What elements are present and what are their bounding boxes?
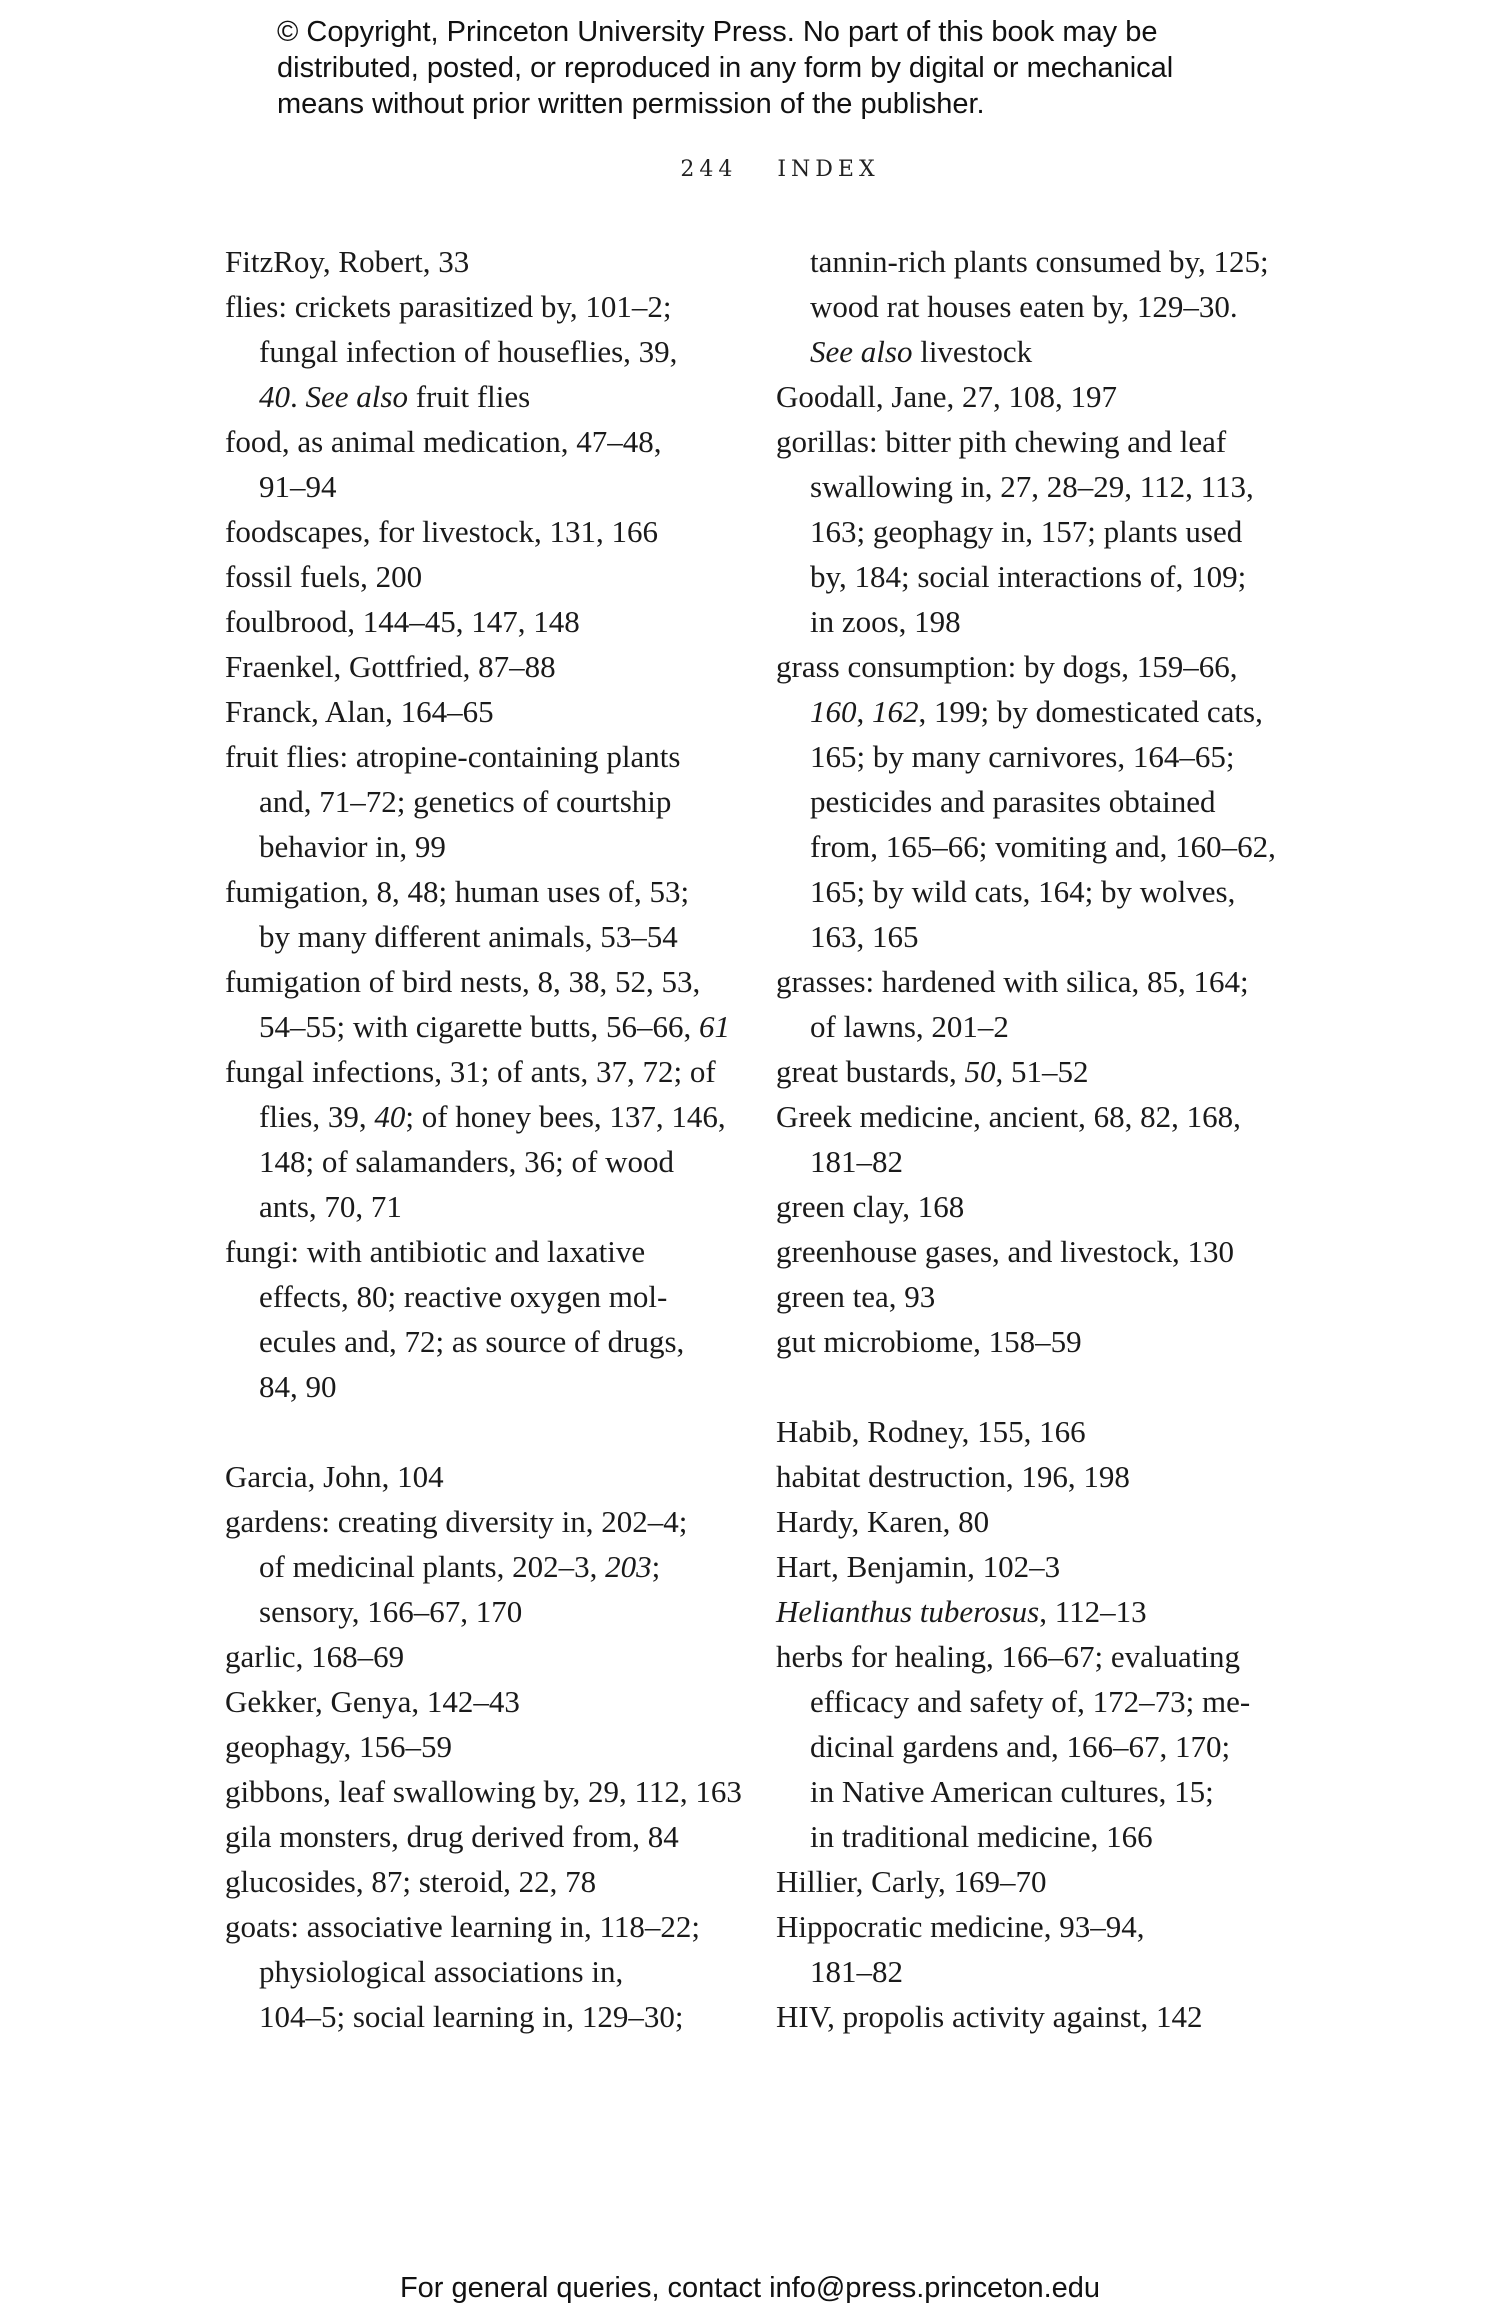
index-entry-continuation: 40. See also fruit flies xyxy=(259,379,531,414)
copyright-notice xyxy=(277,14,1277,122)
index-entry-continuation: 148; of salamanders, 36; of wood xyxy=(259,1144,674,1179)
index-entry-continuation: of lawns, 201–2 xyxy=(810,1009,1009,1044)
index-entry: green clay, 168 xyxy=(776,1189,965,1224)
index-entry-continuation: in traditional medicine, 166 xyxy=(810,1819,1153,1854)
index-entry-continuation: 181–82 xyxy=(810,1144,903,1179)
index-entry-continuation: from, 165–66; vomiting and, 160–62, xyxy=(810,829,1276,864)
index-entry-continuation: See also livestock xyxy=(810,334,1033,369)
index-entry: food, as animal medication, 47–48, xyxy=(225,424,662,459)
index-entry: Habib, Rodney, 155, 166 xyxy=(776,1414,1086,1449)
index-entry-continuation: dicinal gardens and, 166–67, 170; xyxy=(810,1729,1231,1764)
index-entry: fruit flies: atropine-containing plants xyxy=(225,739,681,774)
page-number: 244 xyxy=(680,157,738,182)
index-entry: grasses: hardened with silica, 85, 164; xyxy=(776,964,1249,999)
index-entry-continuation: tannin-rich plants consumed by, 125; xyxy=(810,244,1269,279)
footer-contact: For general queries, contact info@press.princeton.edu xyxy=(399,2272,1101,2304)
running-head xyxy=(0,157,1500,182)
section-title: INDEX xyxy=(777,157,880,182)
index-entry-continuation: in zoos, 198 xyxy=(810,604,961,639)
index-entry-continuation: 160, 162, 199; by domesticated cats, xyxy=(810,694,1263,729)
index-entry-continuation: 163, 165 xyxy=(810,919,919,954)
index-entry-continuation: 163; geophagy in, 157; plants used xyxy=(810,514,1243,549)
index-entry: Hart, Benjamin, 102–3 xyxy=(776,1549,1061,1584)
index-entry: great bustards, 50, 51–52 xyxy=(776,1054,1089,1089)
index-entry-continuation: fungal infection of houseflies, 39, xyxy=(259,334,678,369)
index-entry: goats: associative learning in, 118–22; xyxy=(225,1909,700,1944)
index-entry: fumigation of bird nests, 8, 38, 52, 53, xyxy=(225,964,701,999)
index-entry: Greek medicine, ancient, 68, 82, 168, xyxy=(776,1099,1241,1134)
index-entry-continuation: physiological associations in, xyxy=(259,1954,624,1989)
index-spacer xyxy=(776,1364,1296,1409)
index-entry-continuation: pesticides and parasites obtained xyxy=(810,784,1216,819)
index-entry: Fraenkel, Gottfried, 87–88 xyxy=(225,649,556,684)
index-entry-continuation: flies, 39, 40; of honey bees, 137, 146, xyxy=(259,1099,726,1134)
index-entry-continuation: 54–55; with cigarette butts, 56–66, 61 xyxy=(259,1009,730,1044)
index-entry-continuation: 104–5; social learning in, 129–30; xyxy=(259,1999,684,2034)
index-entry-continuation: 91–94 xyxy=(259,469,337,504)
index-entry-continuation: 165; by wild cats, 164; by wolves, xyxy=(810,874,1236,909)
index-spacer xyxy=(225,1409,725,1454)
index-entry-continuation: by, 184; social interactions of, 109; xyxy=(810,559,1247,594)
index-entry: Hippocratic medicine, 93–94, xyxy=(776,1909,1145,1944)
index-entry-continuation: in Native American cultures, 15; xyxy=(810,1774,1214,1809)
copyright-line: distributed, posted, or reproduced in any form by digital or mechanical xyxy=(277,52,1174,84)
index-entry: Garcia, John, 104 xyxy=(225,1459,444,1494)
index-column-left xyxy=(225,239,742,2039)
index-entry: HIV, propolis activity against, 142 xyxy=(776,1999,1203,2034)
index-entry: geophagy, 156–59 xyxy=(225,1729,453,1764)
index-entry-continuation: behavior in, 99 xyxy=(259,829,446,864)
index-column-right xyxy=(776,239,1296,2039)
index-entry: habitat destruction, 196, 198 xyxy=(776,1459,1130,1494)
index-entry: Gekker, Genya, 142–43 xyxy=(225,1684,520,1719)
index-entry: garlic, 168–69 xyxy=(225,1639,405,1674)
index-entry: foulbrood, 144–45, 147, 148 xyxy=(225,604,580,639)
index-entry: FitzRoy, Robert, 33 xyxy=(225,244,470,279)
index-entry-continuation: of medicinal plants, 202–3, 203; xyxy=(259,1549,661,1584)
index-entry: Helianthus tuberosus, 112–13 xyxy=(776,1594,1147,1629)
copyright-line: means without prior written permission of the publisher. xyxy=(277,88,985,120)
index-entry: foodscapes, for livestock, 131, 166 xyxy=(225,514,659,549)
index-entry: Hardy, Karen, 80 xyxy=(776,1504,990,1539)
index-entry-continuation: ants, 70, 71 xyxy=(259,1189,402,1224)
index-entry-continuation: efficacy and safety of, 172–73; me- xyxy=(810,1684,1251,1719)
index-entry: gorillas: bitter pith chewing and leaf xyxy=(776,424,1227,459)
index-entry: flies: crickets parasitized by, 101–2; xyxy=(225,289,672,324)
index-entry: gila monsters, drug derived from, 84 xyxy=(225,1819,679,1854)
index-entry-continuation: by many different animals, 53–54 xyxy=(259,919,678,954)
index-entry-continuation: effects, 80; reactive oxygen mol- xyxy=(259,1279,668,1314)
index-entry: fungi: with antibiotic and laxative xyxy=(225,1234,646,1269)
index-entry-continuation: 165; by many carnivores, 164–65; xyxy=(810,739,1235,774)
index-entry: Goodall, Jane, 27, 108, 197 xyxy=(776,379,1117,414)
index-entry: Hillier, Carly, 169–70 xyxy=(776,1864,1047,1899)
index-entry: greenhouse gases, and livestock, 130 xyxy=(776,1234,1234,1269)
index-entry-continuation: ecules and, 72; as source of drugs, xyxy=(259,1324,685,1359)
index-entry-continuation: 84, 90 xyxy=(259,1369,337,1404)
index-entry: green tea, 93 xyxy=(776,1279,936,1314)
index-entry: fungal infections, 31; of ants, 37, 72; of xyxy=(225,1054,716,1089)
index-entry-continuation: sensory, 166–67, 170 xyxy=(259,1594,523,1629)
index-entry: fossil fuels, 200 xyxy=(225,559,423,594)
index-entry-continuation: 181–82 xyxy=(810,1954,903,1989)
index-entry: gardens: creating diversity in, 202–4; xyxy=(225,1504,688,1539)
index-entry: Franck, Alan, 164–65 xyxy=(225,694,494,729)
index-entry: herbs for healing, 166–67; evaluating xyxy=(776,1639,1241,1674)
index-entry-continuation: wood rat houses eaten by, 129–30. xyxy=(810,289,1238,324)
index-entry: grass consumption: by dogs, 159–66, xyxy=(776,649,1238,684)
copyright-line: © Copyright, Princeton University Press. No part of this book may be xyxy=(277,16,1158,48)
index-entry: fumigation, 8, 48; human uses of, 53; xyxy=(225,874,690,909)
index-entry: gut microbiome, 158–59 xyxy=(776,1324,1082,1359)
index-entry: gibbons, leaf swallowing by, 29, 112, 163 xyxy=(225,1774,742,1809)
index-entry-continuation: and, 71–72; genetics of courtship xyxy=(259,784,672,819)
index-entry-continuation: swallowing in, 27, 28–29, 112, 113, xyxy=(810,469,1254,504)
index-entry: glucosides, 87; steroid, 22, 78 xyxy=(225,1864,597,1899)
